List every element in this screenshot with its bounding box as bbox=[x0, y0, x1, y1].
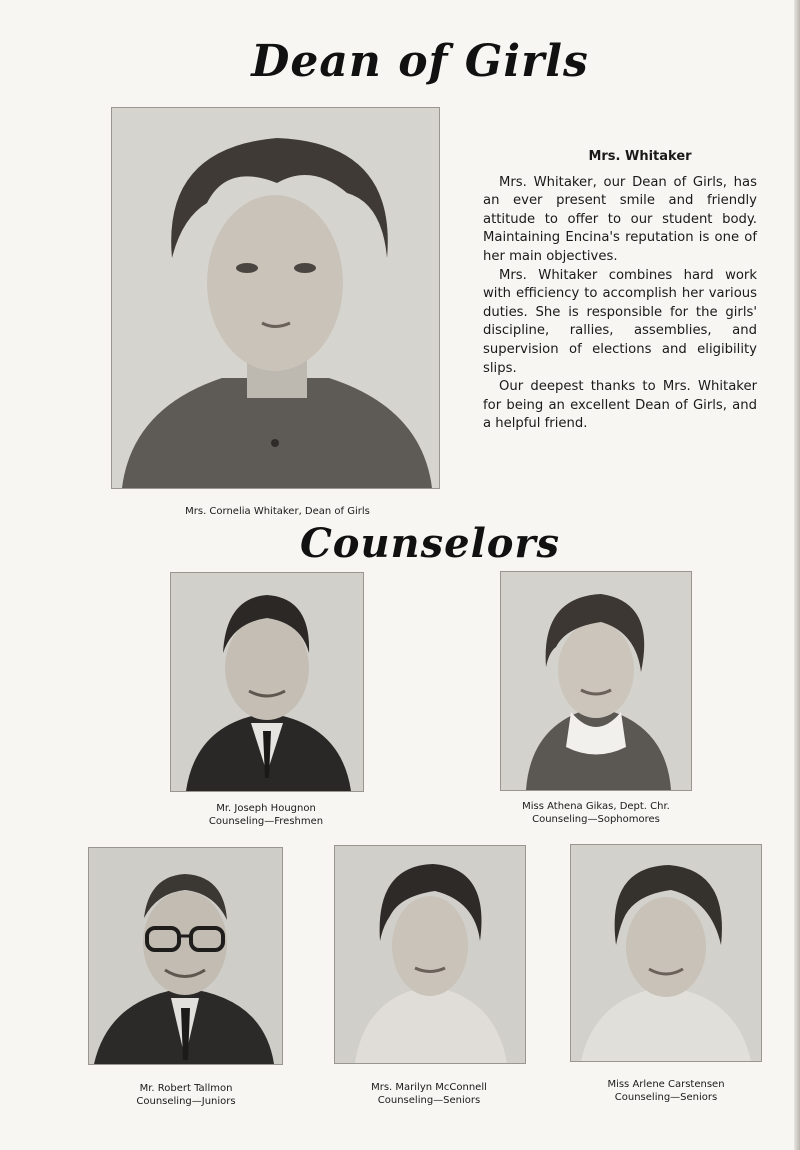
bio-paragraph-2: Mrs. Whitaker combines hard work with efficiency to accomplish her various duties. She is responsible for the girls' discipline, rallies, assemblies, and supervision of elections and eligibility slips. bbox=[483, 267, 757, 376]
counselor-caption-hougnon bbox=[166, 802, 366, 828]
counselor-name: Miss Arlene Carstensen bbox=[607, 1079, 725, 1090]
counselor-photo-carstensen bbox=[570, 844, 762, 1062]
counselor-role: Counseling—Seniors bbox=[614, 1092, 718, 1103]
bio-paragraph-1: Mrs. Whitaker, our Dean of Girls, has an ever present smile and friendly attitude to offer to our student body. Maintaining Encina's reputation is one of her main objectives. bbox=[483, 174, 757, 264]
counselor-name: Miss Athena Gikas, Dept. Chr. bbox=[522, 801, 670, 812]
dean-portrait-photo bbox=[111, 107, 440, 489]
counselor-name: Mrs. Marilyn McConnell bbox=[371, 1082, 487, 1093]
counselor-caption-carstensen bbox=[566, 1078, 766, 1104]
counselor-name: Mr. Robert Tallmon bbox=[139, 1083, 233, 1094]
counselor-caption-gikas bbox=[486, 800, 706, 826]
counselor-photo-tallmon bbox=[88, 847, 283, 1065]
counselor-role: Counseling—Freshmen bbox=[208, 816, 324, 827]
bio-heading: Mrs. Whitaker bbox=[588, 149, 692, 164]
counselor-role: Counseling—Juniors bbox=[136, 1096, 236, 1107]
counselor-caption-tallmon bbox=[86, 1082, 286, 1108]
counselor-name: Mr. Joseph Hougnon bbox=[216, 803, 316, 814]
counselors-heading: Counselors bbox=[299, 520, 561, 567]
bio-paragraph-3: Our deepest thanks to Mrs. Whitaker for being an excellent Dean of Girls, and a helpful friend. bbox=[483, 379, 757, 432]
dean-of-girls-heading: Dean of Girls bbox=[251, 36, 589, 87]
counselor-photo-gikas bbox=[500, 571, 692, 791]
dean-biography bbox=[483, 148, 757, 434]
dean-photo-caption: Mrs. Cornelia Whitaker, Dean of Girls bbox=[185, 506, 370, 517]
counselor-role: Counseling—Sophomores bbox=[532, 814, 660, 825]
page-edge bbox=[794, 0, 800, 1150]
counselor-caption-mcconnell bbox=[328, 1081, 530, 1107]
counselor-role: Counseling—Seniors bbox=[377, 1095, 481, 1106]
counselor-photo-mcconnell bbox=[334, 845, 526, 1064]
counselor-photo-hougnon bbox=[170, 572, 364, 792]
